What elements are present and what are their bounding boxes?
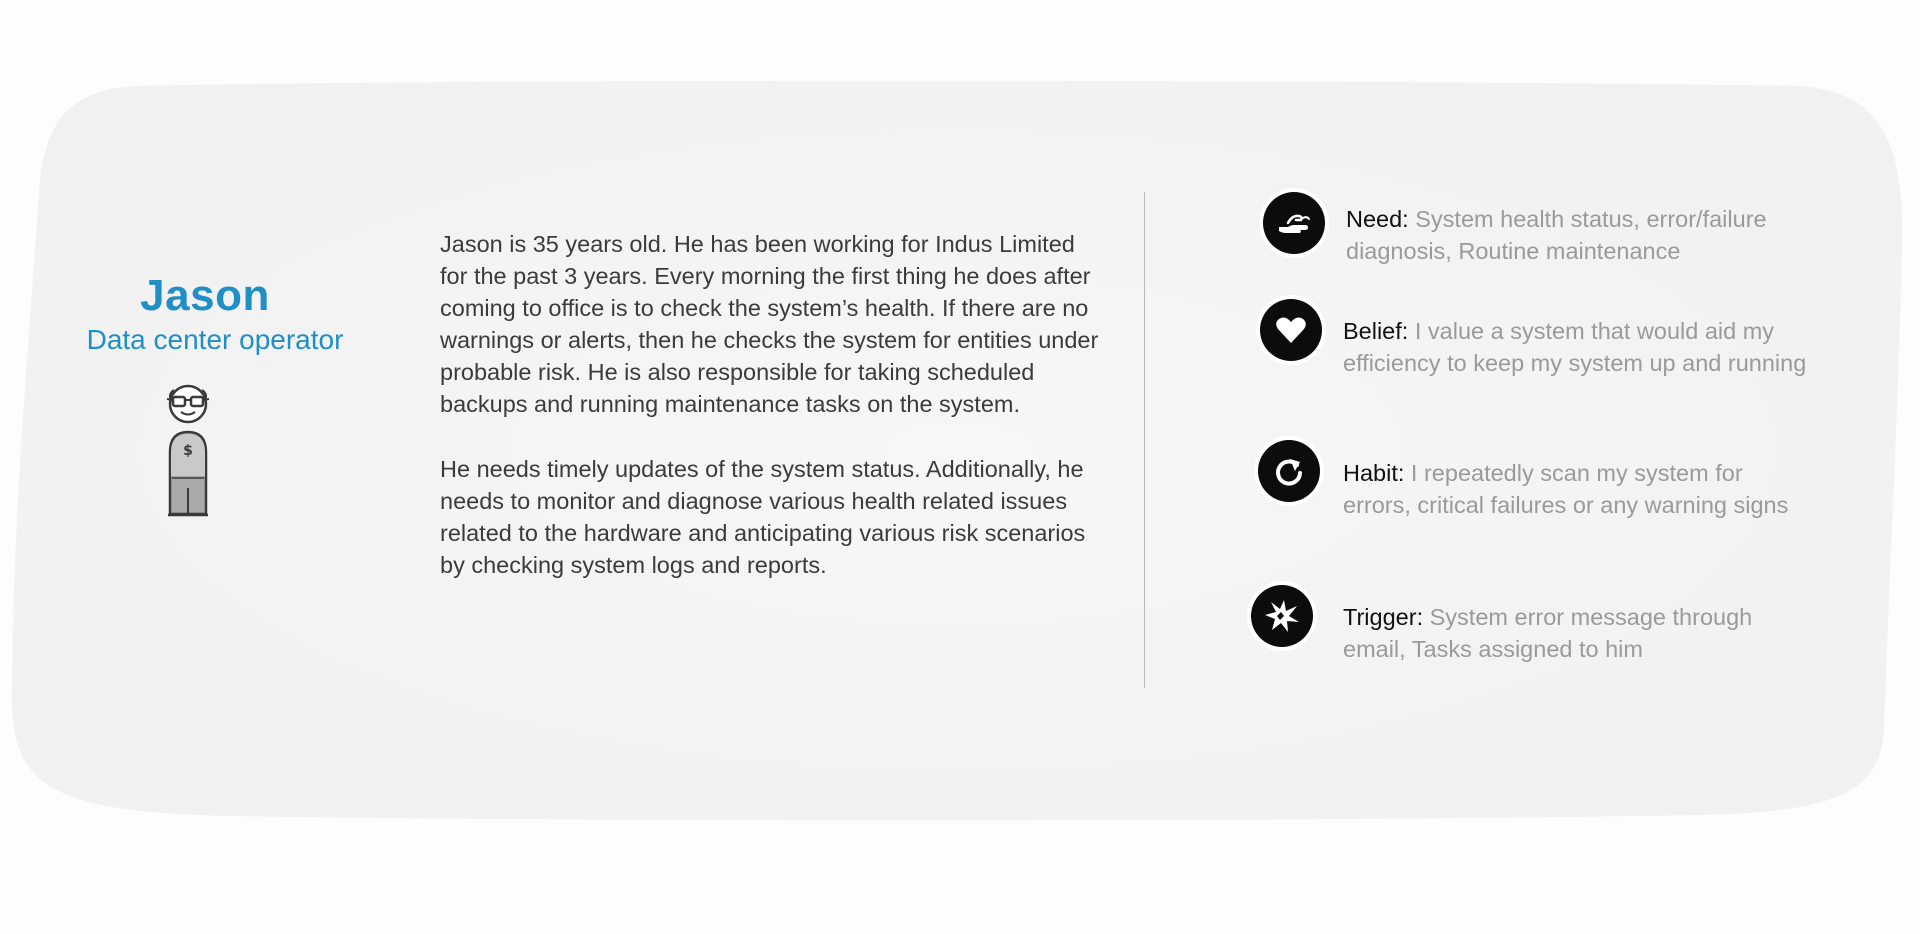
section-divider — [1144, 192, 1145, 688]
trait-habit — [1343, 457, 1813, 521]
bio-paragraph: He needs timely updates of the system status. Additionally, he needs to monitor and diagnose various health related issues related to the hardware and anticipating various risk scenarios by checking system logs and reports. — [440, 456, 1086, 578]
burst-icon — [1251, 585, 1313, 647]
trait-value: System health status, error/failure diagnosis, Routine maintenance — [1346, 206, 1767, 264]
svg-text:$: $ — [183, 443, 193, 459]
trait-value: I repeatedly scan my system for errors, critical failures or any warning signs — [1343, 460, 1789, 518]
hand-icon — [1263, 192, 1325, 254]
persona-name: Jason — [140, 271, 270, 320]
refresh-icon — [1258, 440, 1320, 502]
trait-value: I value a system that would aid my efficiency to keep my system up and running — [1343, 318, 1807, 376]
trait-label: Belief: — [1343, 318, 1409, 344]
persona-avatar-icon — [156, 380, 220, 520]
trait-label: Habit: — [1343, 460, 1405, 486]
trait-trigger — [1343, 601, 1813, 665]
trait-label: Need: — [1346, 206, 1409, 232]
persona-role: Data center operator — [86, 324, 344, 355]
persona-bio — [440, 228, 1100, 614]
bio-paragraph: Jason is 35 years old. He has been working for Indus Limited for the past 3 years. Every morning the first thing he does after coming to office is to check the system’s health. If there are no warnings or alerts, then he checks the system for entities under probable risk. He is also responsible for taking scheduled backups and running maintenance tasks on the system. — [440, 231, 1099, 417]
trait-need — [1346, 203, 1816, 267]
persona-identity — [60, 270, 350, 358]
trait-belief — [1343, 315, 1813, 379]
heart-icon — [1260, 299, 1322, 361]
trait-label: Trigger: — [1343, 604, 1424, 630]
trait-value: System error message through email, Tasks assigned to him — [1343, 604, 1753, 662]
